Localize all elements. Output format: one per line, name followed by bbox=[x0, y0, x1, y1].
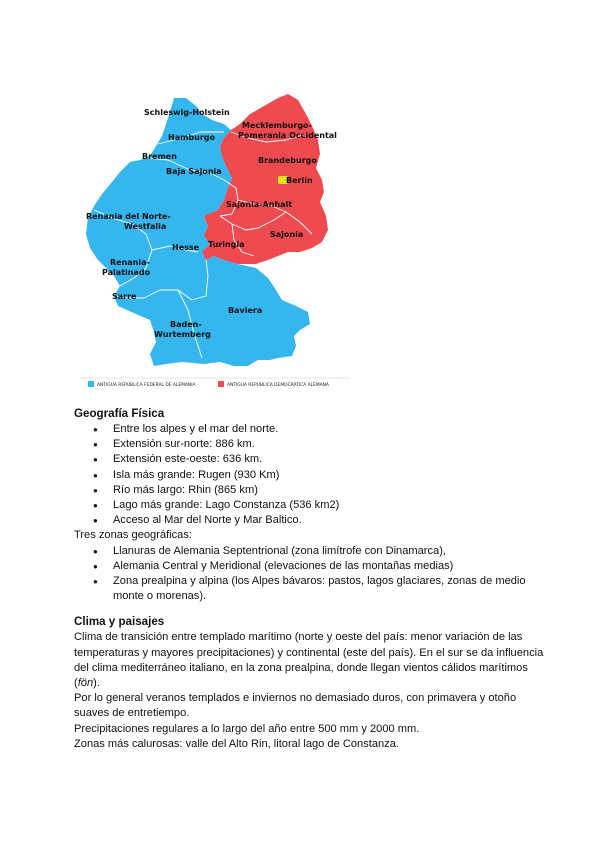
zones-list bbox=[74, 544, 544, 605]
label-renania-norte-1: Renania del Norte- bbox=[86, 212, 171, 221]
label-hesse: Hesse bbox=[172, 243, 200, 252]
legend-east-swatch bbox=[218, 381, 224, 387]
label-baviera: Baviera bbox=[228, 306, 263, 315]
list-item: ● Extensión sur-norte: 886 km. bbox=[113, 437, 544, 452]
label-schleswig-holstein: Schleswig-Holstein bbox=[144, 108, 230, 117]
zones-intro: Tres zonas geográficas: bbox=[74, 529, 192, 542]
clima-title: Clima y paisajes bbox=[74, 615, 165, 629]
label-renania-palatinado-1: Renania- bbox=[110, 258, 150, 267]
clima-paragraph-1 bbox=[74, 630, 544, 691]
label-brandeburgo: Brandeburgo bbox=[258, 156, 317, 165]
label-baden-2: Wurtemberg bbox=[154, 330, 211, 339]
list-item: ● Lago más grande: Lago Constanza (536 km2) bbox=[113, 498, 544, 513]
geografia-title: Geografía Física bbox=[74, 407, 165, 420]
germany-map bbox=[74, 84, 364, 400]
label-renania-palatinado-2: Palatinado bbox=[102, 268, 151, 277]
label-baden-1: Baden- bbox=[170, 320, 202, 329]
list-item: ● Llanuras de Alemania Septentrional (zona limítrofe con Dinamarca), bbox=[113, 544, 544, 559]
clima-p1-text: Clima de transición entre templado marítimo (norte y oeste del país: menor variación de las temperaturas y mayores precipitaciones) y continental (este del país). En el sur se da influencia del clima mediterráneo italiano, en la zona prealpina, donde llegan vientos cálidos marítimos ( bbox=[74, 631, 544, 690]
list-item: ● Acceso al Mar del Norte y Mar Baltico. bbox=[113, 513, 544, 528]
label-renania-norte-2: Westfalia bbox=[124, 222, 167, 231]
list-item: ● Alemania Central y Meridional (elevaciones de las montañas medias) bbox=[113, 559, 544, 574]
clima-paragraph-3: Precipitaciones regulares a lo largo del año entre 500 mm y 2000 mm. bbox=[74, 722, 420, 735]
clima-p1-emphasis: fön bbox=[77, 677, 94, 690]
label-mecklemburgo-2: Pomerania Occidental bbox=[238, 131, 337, 140]
label-hamburgo: Hamburgo bbox=[168, 133, 216, 142]
list-item: ● Entre los alpes y el mar del norte. bbox=[113, 422, 544, 437]
legend-west-swatch bbox=[88, 381, 94, 387]
geografia-list bbox=[74, 422, 544, 528]
list-item: ● Zona prealpina y alpina (los Alpes bávaros: pastos, lagos glaciares, zonas de medio monte o morenas). bbox=[113, 574, 544, 604]
legend-west-label: ANTIGUA REPÚBLICA FEDERAL DE ALEMANIA bbox=[97, 383, 196, 388]
label-mecklemburgo-1: Mecklemburgo- bbox=[242, 121, 312, 130]
clima-paragraph-4: Zonas más calurosas: valle del Alto Rin, litoral lago de Constanza. bbox=[74, 737, 399, 750]
list-item: ● Extensión este-oeste: 636 km. bbox=[113, 452, 544, 467]
list-item: ● Río más largo: Rhin (865 km) bbox=[113, 483, 544, 498]
label-bremen: Bremen bbox=[142, 152, 177, 161]
clima-p1-end: ). bbox=[93, 677, 100, 690]
list-item: ● Isla más grande: Rugen (930 Km) bbox=[113, 468, 544, 483]
label-baja-sajonia: Baja Sajonia bbox=[166, 167, 222, 176]
label-sajonia-anhalt: Sajonia-Anhalt bbox=[226, 200, 293, 209]
label-berlin: Berlín bbox=[286, 176, 313, 185]
label-turingia: Turingia bbox=[208, 240, 245, 249]
legend-east-label: ANTIGUA REPÚBLICA DEMOCRÁTICA ALEMANA bbox=[227, 383, 329, 388]
label-sajonia: Sajonia bbox=[270, 230, 304, 239]
document-body bbox=[74, 406, 544, 752]
label-sarre: Sarre bbox=[112, 292, 137, 301]
clima-paragraph-2: Por lo general veranos templados e inviernos no demasiado duros, con primavera y otoño suaves de entretiempo. bbox=[74, 692, 517, 720]
